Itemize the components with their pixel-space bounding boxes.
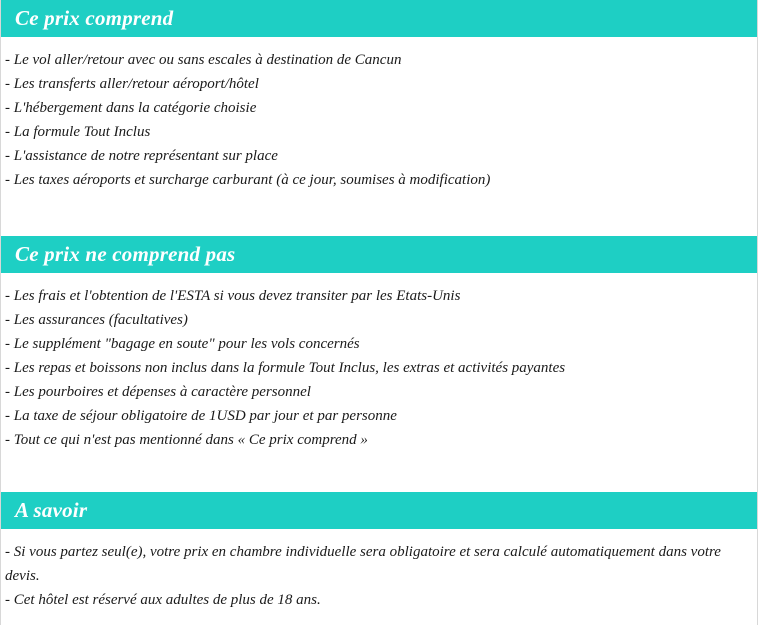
section-body-price-excludes <box>1 273 757 452</box>
list-item: - Cet hôtel est réservé aux adultes de plus de 18 ans. <box>5 592 321 608</box>
section-price-includes <box>1 0 757 192</box>
section-title: Ce prix ne comprend pas <box>15 242 236 266</box>
list-item: - Les taxes aéroports et surcharge carburant (à ce jour, soumises à modification) <box>5 172 491 188</box>
section-body-price-includes <box>1 37 757 192</box>
list-item: - L'hébergement dans la catégorie choisie <box>5 100 257 116</box>
section-header-price-excludes <box>1 236 757 273</box>
list-item: - Les repas et boissons non inclus dans la formule Tout Inclus, les extras et activités payantes <box>5 360 566 376</box>
list-item: - Tout ce qui n'est pas mentionné dans « Ce prix comprend » <box>5 432 368 448</box>
list-item: - Les pourboires et dépenses à caractère personnel <box>5 384 311 400</box>
list-item: - La taxe de séjour obligatoire de 1USD par jour et par personne <box>5 408 397 424</box>
section-good-to-know <box>1 492 757 612</box>
list-item: - Le vol aller/retour avec ou sans escales à destination de Cancun <box>5 52 402 68</box>
list-item: - Les transferts aller/retour aéroport/hôtel <box>5 76 259 92</box>
section-header-price-includes <box>1 0 757 37</box>
list-item: - Les frais et l'obtention de l'ESTA si vous devez transiter par les Etats-Unis <box>5 288 461 304</box>
section-spacer <box>1 452 757 492</box>
section-title: A savoir <box>15 498 88 522</box>
section-title: Ce prix comprend <box>15 6 174 30</box>
list-item: - L'assistance de notre représentant sur place <box>5 148 278 164</box>
list-item: - Si vous partez seul(e), votre prix en chambre individuelle sera obligatoire et sera calculé automatiquement dans votre devis. <box>5 544 725 584</box>
section-price-excludes <box>1 236 757 452</box>
list-item: - Le supplément "bagage en soute" pour les vols concernés <box>5 336 360 352</box>
list-item: - La formule Tout Inclus <box>5 124 151 140</box>
section-header-good-to-know <box>1 492 757 529</box>
list-item: - Les assurances (facultatives) <box>5 312 188 328</box>
section-spacer <box>1 192 757 236</box>
section-body-good-to-know <box>1 529 757 612</box>
